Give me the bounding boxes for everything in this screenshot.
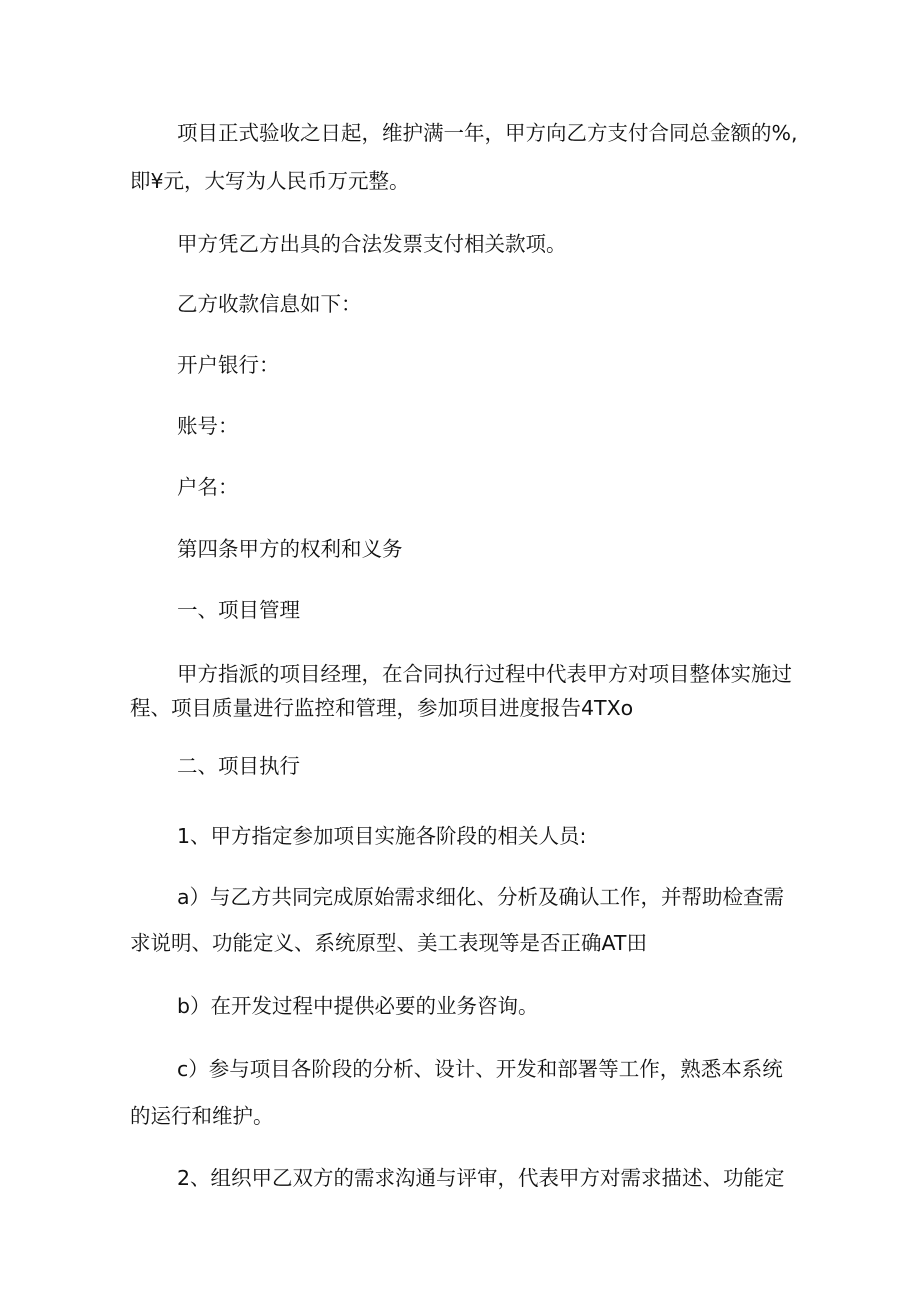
list-item-continuation: 求说明、功能定义、系统原型、美工表现等是否正确AT田: [130, 931, 647, 955]
list-item: a）与乙方共同完成原始需求细化、分析及确认工作，并帮助检查需: [177, 885, 785, 909]
paragraph-line: 账号：: [177, 414, 239, 438]
paragraph-line: 开户银行：: [177, 353, 280, 377]
subsection-heading: 二、项目执行: [177, 754, 300, 778]
paragraph-line: 甲方凭乙方出具的合法发票支付相关款项。: [177, 232, 567, 256]
paragraph-line: 即¥元，大写为人民币万元整。: [130, 169, 410, 193]
paragraph-line: 户名：: [177, 475, 239, 499]
paragraph-line: 乙方收款信息如下：: [177, 292, 362, 316]
subsection-heading: 一、项目管理: [177, 598, 300, 622]
section-heading: 第四条甲方的权利和义务: [177, 537, 403, 561]
paragraph-line: 程、项目质量进行监控和管理，参加项目进度报告4TXo: [130, 696, 634, 720]
list-item: 2、组织甲乙双方的需求沟通与评审，代表甲方对需求描述、功能定: [177, 1166, 785, 1190]
list-item: b）在开发过程中提供必要的业务咨询。: [177, 994, 539, 1018]
paragraph-line: 甲方指派的项目经理，在合同执行过程中代表甲方对项目整体实施过: [177, 662, 792, 686]
list-item-continuation: 的运行和维护。: [130, 1104, 274, 1128]
list-item: 1、甲方指定参加项目实施各阶段的相关人员:: [177, 824, 587, 848]
paragraph-line: 项目正式验收之日起，维护满一年，甲方向乙方支付合同总金额的%,: [177, 121, 798, 145]
list-item: c）参与项目各阶段的分析、设计、开发和部署等工作，熟悉本系统: [177, 1057, 783, 1081]
